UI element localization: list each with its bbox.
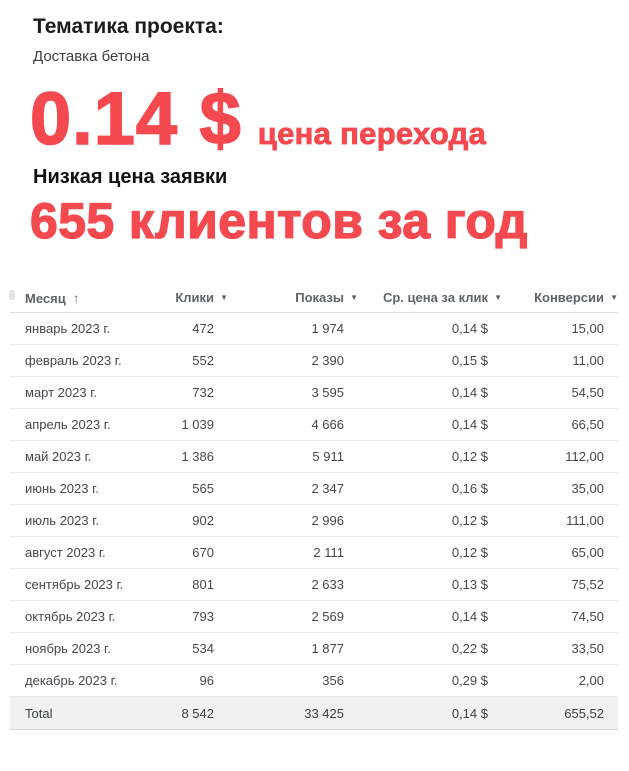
total-value-cell: 655,52 [502, 697, 618, 730]
value-cell: 96 [160, 665, 228, 697]
month-cell: февраль 2023 г. [10, 345, 160, 377]
column-header-conversions[interactable] [502, 283, 618, 313]
cpc-value: 0.14 $ [30, 77, 242, 160]
value-cell: 112,00 [502, 441, 618, 473]
value-cell: 801 [160, 569, 228, 601]
value-cell: 2 996 [228, 505, 358, 537]
column-header-clicks[interactable] [160, 283, 228, 313]
value-cell: 0,29 $ [358, 665, 502, 697]
value-cell: 2 390 [228, 345, 358, 377]
value-cell: 0,16 $ [358, 473, 502, 505]
project-theme: Доставка бетона [33, 48, 150, 65]
month-cell: июнь 2023 г. [10, 473, 160, 505]
value-cell: 5 911 [228, 441, 358, 473]
value-cell: 1 974 [228, 313, 358, 345]
table-row [10, 665, 618, 697]
value-cell: 0,12 $ [358, 505, 502, 537]
value-cell: 74,50 [502, 601, 618, 633]
column-menu-icon[interactable]: ▼ [350, 293, 358, 302]
cpc-highlight [30, 77, 629, 160]
table-row [10, 601, 618, 633]
value-cell: 902 [160, 505, 228, 537]
column-header-impressions[interactable] [228, 283, 358, 313]
value-cell: 552 [160, 345, 228, 377]
value-cell: 0,12 $ [358, 441, 502, 473]
value-cell: 1 039 [160, 409, 228, 441]
table-header-row [10, 283, 618, 313]
month-cell: декабрь 2023 г. [10, 665, 160, 697]
value-cell: 2 569 [228, 601, 358, 633]
low-cost-claim: Низкая цена заявки [33, 166, 228, 188]
column-label: Ср. цена за клик [382, 290, 488, 305]
value-cell: 33,50 [502, 633, 618, 665]
column-menu-icon[interactable]: ▼ [610, 293, 618, 302]
value-cell: 0,13 $ [358, 569, 502, 601]
value-cell: 356 [228, 665, 358, 697]
table-row [10, 633, 618, 665]
value-cell: 0,12 $ [358, 537, 502, 569]
sort-ascending-icon[interactable]: ↑ [72, 289, 80, 306]
month-cell: апрель 2023 г. [10, 409, 160, 441]
month-cell: январь 2023 г. [10, 313, 160, 345]
value-cell: 3 595 [228, 377, 358, 409]
column-menu-icon[interactable]: ▼ [220, 293, 228, 302]
value-cell: 111,00 [502, 505, 618, 537]
value-cell: 1 877 [228, 633, 358, 665]
total-row [10, 697, 618, 730]
value-cell: 472 [160, 313, 228, 345]
value-cell: 732 [160, 377, 228, 409]
table-row [10, 505, 618, 537]
monthly-stats-table [10, 283, 618, 730]
table-row [10, 473, 618, 505]
table-row [10, 441, 618, 473]
table-row [10, 345, 618, 377]
total-value-cell: 0,14 $ [358, 697, 502, 730]
value-cell: 565 [160, 473, 228, 505]
value-cell: 75,52 [502, 569, 618, 601]
table-row [10, 409, 618, 441]
value-cell: 66,50 [502, 409, 618, 441]
table-row [10, 569, 618, 601]
column-menu-icon[interactable]: ▼ [494, 293, 502, 302]
value-cell: 534 [160, 633, 228, 665]
value-cell: 0,15 $ [358, 345, 502, 377]
month-cell: август 2023 г. [10, 537, 160, 569]
column-header-month[interactable] [10, 283, 160, 313]
value-cell: 35,00 [502, 473, 618, 505]
column-header-avg_cpc[interactable] [358, 283, 502, 313]
column-label: Показы [295, 290, 344, 305]
stats-table-wrap [10, 283, 618, 730]
clients-per-year: 655 клиентов за год [30, 193, 528, 249]
scrollbar-nub[interactable] [9, 290, 15, 300]
column-label: Конверсии [534, 290, 604, 305]
total-value-cell: 33 425 [228, 697, 358, 730]
value-cell: 2 633 [228, 569, 358, 601]
value-cell: 0,14 $ [358, 377, 502, 409]
cpc-caption: цена перехода [257, 116, 487, 151]
month-cell: июль 2023 г. [10, 505, 160, 537]
value-cell: 2 111 [228, 537, 358, 569]
value-cell: 0,14 $ [358, 409, 502, 441]
total-value-cell: 8 542 [160, 697, 228, 730]
page-title: Тематика проекта: [33, 15, 224, 38]
value-cell: 15,00 [502, 313, 618, 345]
value-cell: 0,14 $ [358, 313, 502, 345]
value-cell: 0,14 $ [358, 601, 502, 633]
month-cell: октябрь 2023 г. [10, 601, 160, 633]
value-cell: 2 347 [228, 473, 358, 505]
value-cell: 2,00 [502, 665, 618, 697]
month-cell: сентябрь 2023 г. [10, 569, 160, 601]
table-row [10, 537, 618, 569]
hero-section [0, 0, 629, 249]
total-label-cell: Total [10, 697, 160, 730]
value-cell: 65,00 [502, 537, 618, 569]
value-cell: 793 [160, 601, 228, 633]
table-row [10, 377, 618, 409]
value-cell: 54,50 [502, 377, 618, 409]
month-cell: май 2023 г. [10, 441, 160, 473]
value-cell: 1 386 [160, 441, 228, 473]
value-cell: 11,00 [502, 345, 618, 377]
value-cell: 4 666 [228, 409, 358, 441]
column-label: Клики [175, 290, 214, 305]
table-row [10, 313, 618, 345]
column-label: Месяц [25, 290, 66, 306]
value-cell: 0,22 $ [358, 633, 502, 665]
month-cell: март 2023 г. [10, 377, 160, 409]
value-cell: 670 [160, 537, 228, 569]
month-cell: ноябрь 2023 г. [10, 633, 160, 665]
